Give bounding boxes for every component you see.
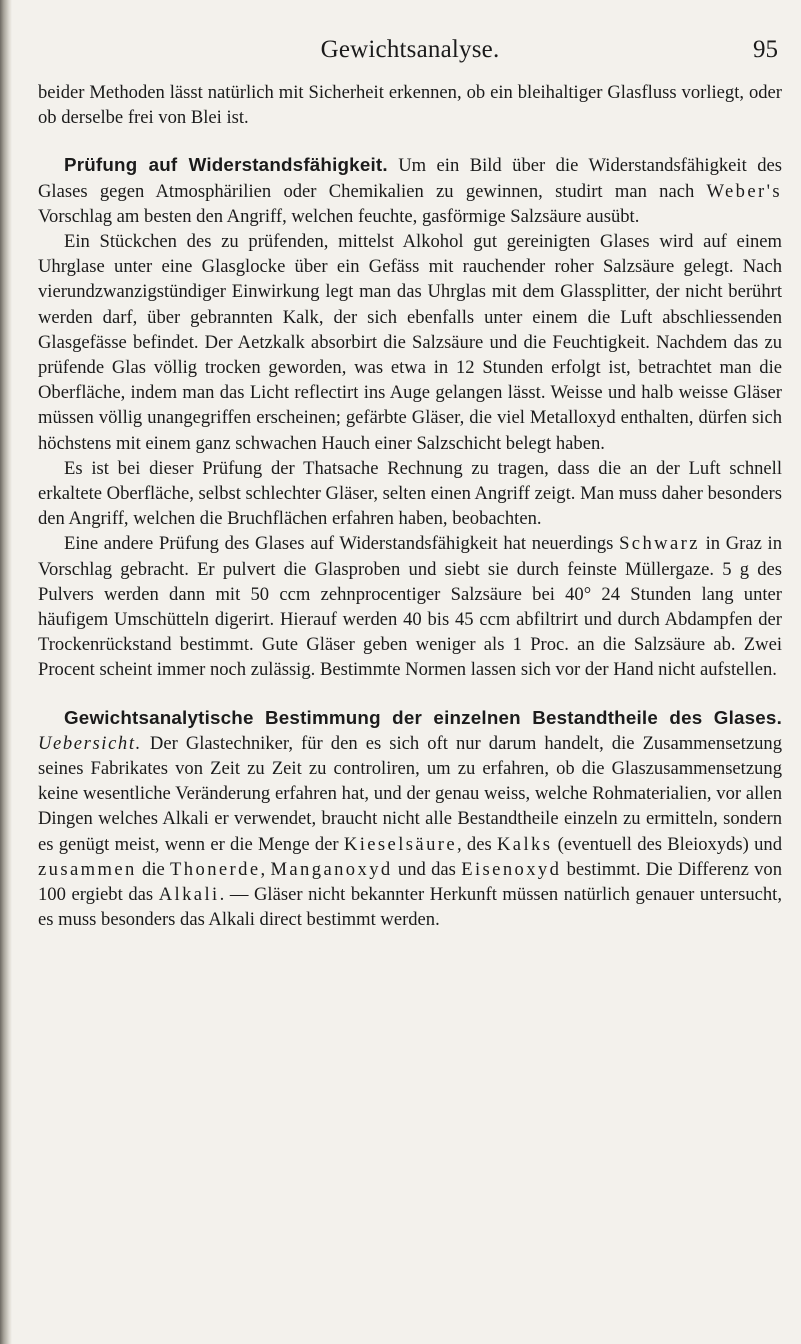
term-kalks: Kalks (496, 833, 553, 855)
paragraph-schwarz-method: Eine andere Prüfung des Glases auf Widerstandsfähigkeit hat neuerdings Schwarz in Graz in Vorschlag gebracht. Er pulvert die Glasproben und siebt sie durch feinste Müllergaze. 5 g des Pulvers werden dann mit 50 ccm zehnprocentiger Salzsäure bei 40° 24 Stunden lang unter häufigem Umschütteln digerirt. Hierauf werden 40 bis 45 ccm abfiltrirt und durch Abdampfen der Trockenrückstand bestimmt. Gute Gläser geben weniger als 1 Proc. an die Salzsäure ab. Zwei Procent scheint immer noch zulässig. Bestimmte Normen lassen sich vor der Hand nicht aufstellen. (38, 533, 783, 681)
term-manganoxyd: Manganoxyd (270, 858, 393, 880)
page-header (38, 36, 782, 70)
author-name-schwarz: Schwarz (619, 533, 700, 555)
term-eisenoxyd: Eisenoxyd (461, 858, 562, 880)
page-number: 95 (753, 36, 778, 63)
term-zusammen: zusammen (38, 858, 137, 880)
section-heading-gewichtsanalyse: Gewichtsanalytische Bestimmung der einzelnen Bestandtheile des Glases. (64, 706, 782, 728)
author-name-weber: Weber's (706, 180, 782, 202)
term-kieselsaeure: Kieselsäure (343, 833, 458, 855)
subheading-uebersicht: Uebersicht. (38, 732, 142, 754)
paragraph-gewichtsanalyse: Gewichtsanalytische Bestimmung der einzelnen Bestandtheile des Glases. Uebersicht. Der Glastechniker, für den es sich oft nur darum handelt, die Zusammensetzung seines Fabrikates von Zeit zu Zeit zu controliren, um zu erfahren, ob die Glaszusammensetzung keine wesentliche Veränderung erfahren hat, und der genau weiss, welche Rohmaterialien, vor allen Dingen welches Alkali er verwendet, braucht nicht alle Bestandtheile einzeln zu ermitteln, sondern es genügt meist, wenn er die Menge der Kieselsäure, des Kalks (eventuell des Bleioxyds) und zusammen die Thonerde, Manganoxyd und das Eisenoxyd bestimmt. Die Differenz von 100 ergiebt das Alkali. — Gläser nicht bekannter Herkunft müssen natürlich genauer untersucht, es muss besonders das Alkali direct bestimmt werden. (38, 706, 783, 931)
paragraph-continuation: beider Methoden lässt natürlich mit Sicherheit erkennen, ob ein bleihaltiger Glasfluss vorliegt, oder ob derselbe frei von Blei ist. (38, 82, 782, 129)
paragraph-procedure: Ein Stückchen des zu prüfenden, mittelst Alkohol gut gereinigten Glases wird auf einem Uhrglase unter eine Glasglocke über ein Gefäss mit rauchender roher Salzsäure gelegt. Nach vierundzwanzigstündiger Einwirkung legt man das Uhrglas mit dem Glassplitter, der nicht berührt werden darf, über gebrannten Kalk, der sich ebenfalls unter einem die Luft abschliessenden Glasgefässe befindet. Der Aetzkalk absorbirt die Salzsäure und die Feuchtigkeit. Nachdem das zu prüfende Glas völlig trocken geworden, was etwa in 12 Stunden erfolgt ist, betrachtet man die Oberfläche, indem man das Licht reflectirt ins Auge gelangen lässt. Weisse und halb weisse Gläser müssen völlig unangegriffen erscheinen; gefärbte Gläser, die viel Metalloxyd enthalten, dürfen sich höchstens mit einem ganz schwachen Hauch einer Salzschicht belegt haben. (38, 231, 782, 454)
paragraph-observation: Es ist bei dieser Prüfung der Thatsache Rechnung zu tragen, dass die an der Luft schnell erkaltete Oberfläche, selbst schlechter Gläser, selten einen Angriff zeigt. Man muss daher besonders den Angriff, welchen die Bruchflächen erfahren haben, beobachten. (38, 457, 782, 530)
section-heading-pruefung: Prüfung auf Widerstandsfähigkeit. (64, 154, 388, 176)
paragraph-pruefung: Prüfung auf Widerstandsfähigkeit. Um ein Bild über die Widerstandsfähigkeit des Glases gegen Atmosphärilien oder Chemikalien zu gewinnen, studirt man nach Weber's Vorschlag am besten den Angriff, welchen feuchte, gasförmige Salzsäure ausübt. (38, 154, 782, 227)
book-page (38, 36, 782, 933)
term-thonerde: Thonerde (170, 858, 261, 880)
term-alkali: Alkali (158, 884, 220, 906)
book-binding-edge (0, 0, 12, 1344)
running-title: Gewichtsanalyse. (320, 36, 500, 63)
body-text (38, 80, 782, 933)
